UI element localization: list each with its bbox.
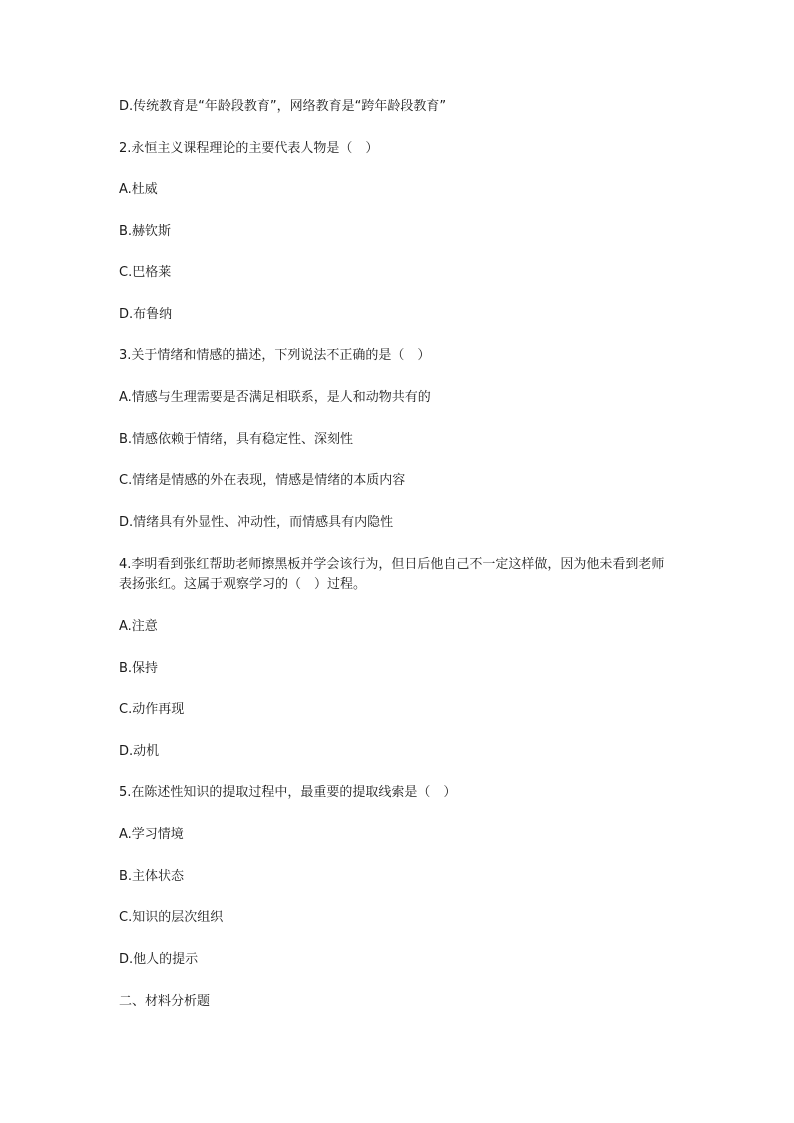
option-4a: A.注意 bbox=[119, 619, 158, 634]
option-3a: A.情感与生理需要是否满足相联系，是人和动物共有的 bbox=[119, 390, 431, 405]
section-heading-material-analysis: 二、材料分析题 bbox=[119, 994, 211, 1009]
question-5: 5.在陈述性知识的提取过程中，最重要的提取线索是（ ） bbox=[119, 785, 457, 800]
question-4: 4.李明看到张红帮助老师擦黑板并学会该行为，但日后他自己不一定这样做，因为他未看到老师表扬张红。这属于观察学习的（ ）过程。 bbox=[119, 557, 665, 592]
option-2a: A.杜威 bbox=[119, 182, 158, 197]
question-3: 3.关于情绪和情感的描述，下列说法不正确的是（ ） bbox=[119, 348, 431, 363]
option-4b: B.保持 bbox=[119, 661, 159, 676]
option-3d: D.情绪具有外显性、冲动性，而情感具有内隐性 bbox=[119, 515, 394, 530]
option-4c: C.动作再现 bbox=[119, 702, 185, 717]
option-5d: D.他人的提示 bbox=[119, 952, 199, 967]
option-5c: C.知识的层次组织 bbox=[119, 910, 224, 925]
option-5b: B.主体状态 bbox=[119, 869, 185, 884]
question-2: 2.永恒主义课程理论的主要代表人物是（ ） bbox=[119, 141, 379, 156]
option-3c: C.情绪是情感的外在表现，情感是情绪的本质内容 bbox=[119, 473, 406, 488]
option-4d: D.动机 bbox=[119, 744, 160, 759]
option-2d: D.布鲁纳 bbox=[119, 307, 173, 322]
option-2b: B.赫钦斯 bbox=[119, 224, 172, 239]
option-2c: C.巴格莱 bbox=[119, 265, 172, 280]
option-1d: D.传统教育是“年龄段教育”，网络教育是“跨年龄段教育” bbox=[119, 99, 447, 114]
option-3b: B.情感依赖于情绪，具有稳定性、深刻性 bbox=[119, 432, 354, 447]
option-5a: A.学习情境 bbox=[119, 827, 184, 842]
